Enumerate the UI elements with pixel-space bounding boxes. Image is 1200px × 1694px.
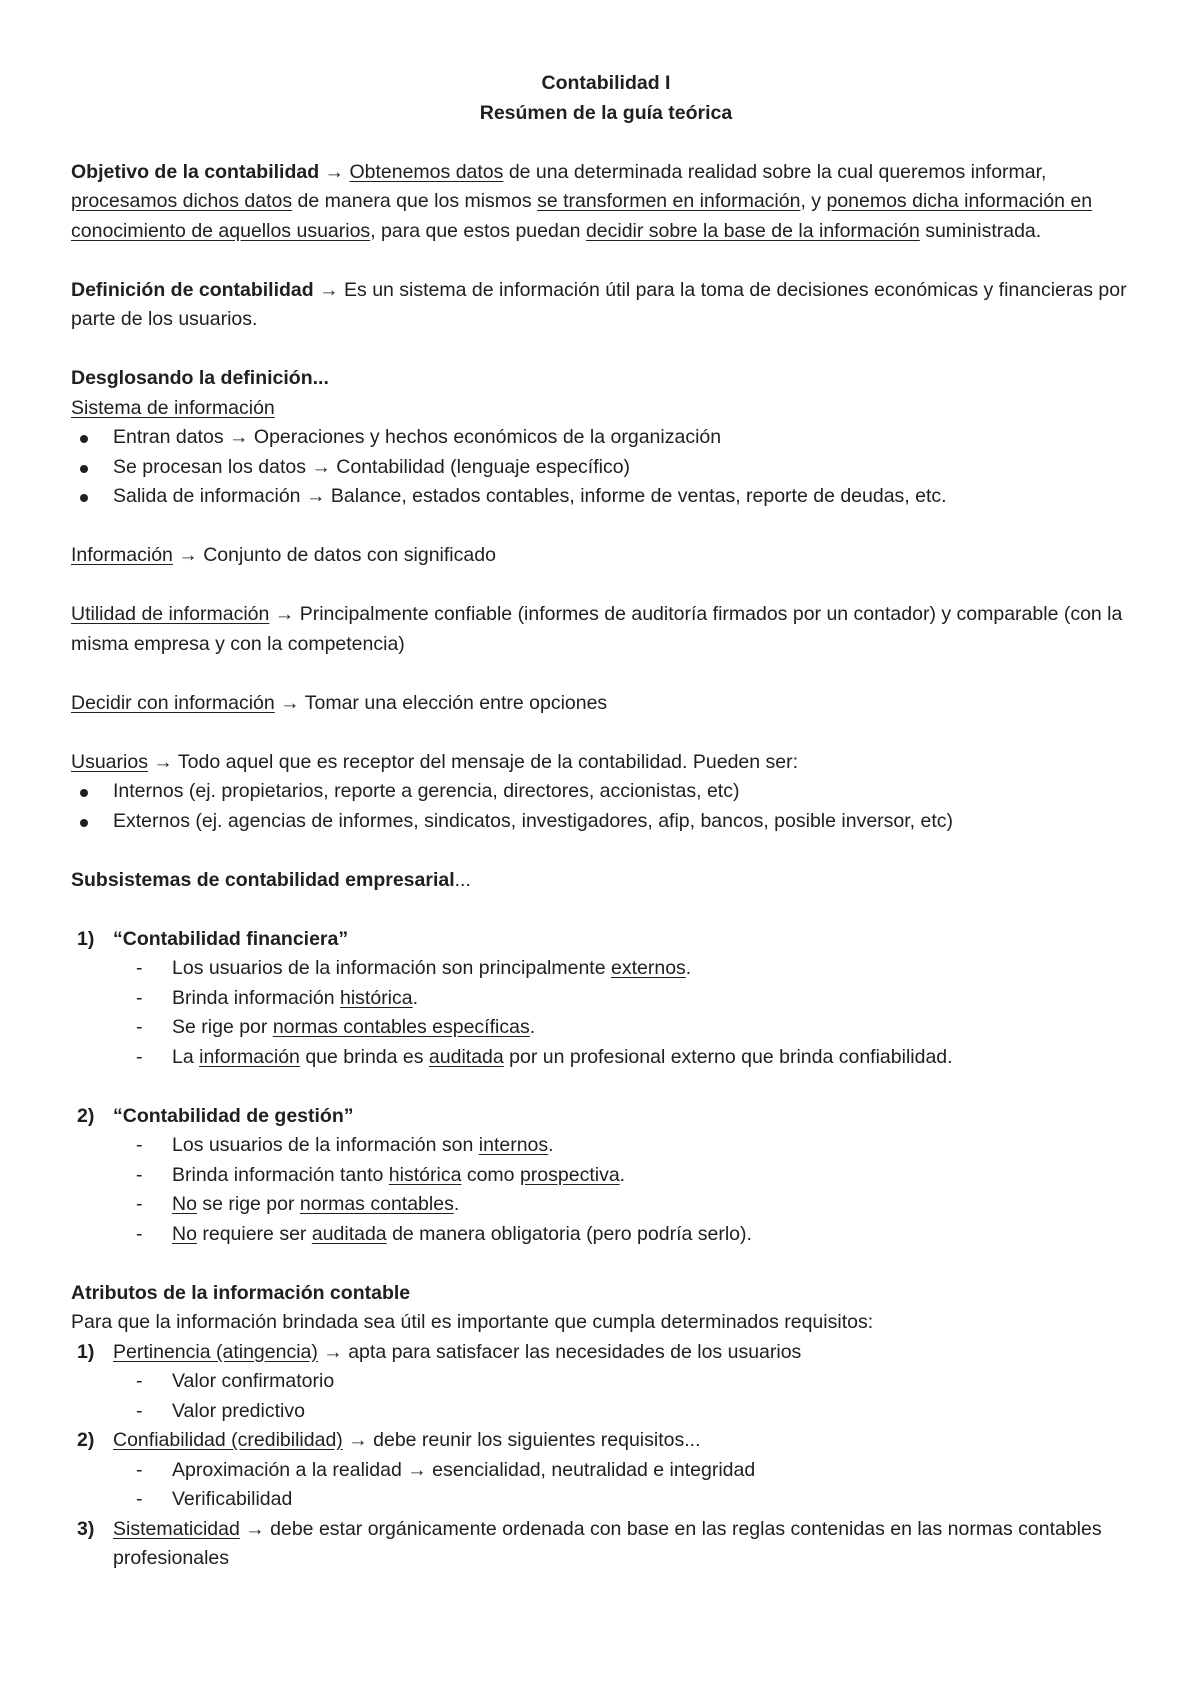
arrow: → — [319, 160, 350, 183]
list-item: Se procesan los datos → Contabilidad (lenguaje específico) — [71, 453, 1141, 483]
heading-text: “Contabilidad financiera” — [113, 927, 349, 950]
underline-text: Pertinencia (atingencia) — [113, 1340, 318, 1363]
list-number: 2) — [77, 1104, 95, 1127]
text: , para que estos puedan — [370, 219, 586, 242]
text: , y — [800, 190, 827, 212]
underline-text: Confiabilidad (credibilidad) — [113, 1429, 343, 1451]
underline-text: ponemos dicha información en conocimiento de aquellos usuarios — [71, 190, 1093, 242]
text: ... — [454, 868, 471, 891]
atributo-pertinencia — [71, 1338, 1141, 1368]
heading-text: Atributos de la información contable — [71, 1281, 411, 1304]
list-item: - Los usuarios de la información son principalmente externos. — [71, 954, 1141, 984]
usuarios-paragraph — [71, 748, 1141, 778]
list-number: 1) — [77, 1340, 95, 1363]
underline-text: Decidir con información — [71, 691, 275, 714]
gestion-list — [71, 1131, 1141, 1249]
utilidad-paragraph — [71, 600, 1141, 659]
underline-text: Sistema de información — [71, 396, 275, 419]
list-item: - Los usuarios de la información son internos. — [71, 1131, 1141, 1161]
underline-text: se transformen en información — [537, 190, 801, 212]
list-item: - Verificabilidad — [71, 1485, 1141, 1515]
atributo-sistematicidad — [71, 1515, 1141, 1574]
informacion-paragraph — [71, 541, 1141, 571]
heading-text: “Contabilidad de gestión” — [113, 1104, 354, 1127]
document-title: Contabilidad I — [541, 72, 671, 94]
list-item: - Valor confirmatorio — [71, 1367, 1141, 1397]
underline-text: Usuarios — [71, 750, 148, 773]
underline-text: procesamos dichos datos — [71, 190, 293, 212]
underline-text: Sistematicidad — [113, 1517, 240, 1540]
atributos-heading — [71, 1279, 1141, 1309]
text: → Conjunto de datos con significado — [172, 544, 496, 566]
atributo-confiabilidad — [71, 1426, 1141, 1456]
list-item: - Valor predictivo — [71, 1397, 1141, 1427]
text: → Principalmente confiable (informes de auditoría firmados por un contador) y comparable (con la misma empresa y con la competencia) — [71, 603, 1123, 655]
atributos-intro: Para que la información brindada sea útil es importante que cumpla determinados requisitos: — [71, 1311, 874, 1333]
objetivo-paragraph — [71, 158, 1141, 247]
text: de una determinada realidad sobre la cual queremos informar, — [503, 160, 1047, 183]
list-item: - Aproximación a la realidad → esencialidad, neutralidad e integridad — [71, 1456, 1141, 1486]
list-item: Entran datos → Operaciones y hechos económicos de la organización — [71, 423, 1141, 453]
subsistemas-heading — [71, 866, 1141, 896]
list-number: 1) — [77, 927, 95, 950]
decidir-paragraph — [71, 689, 1141, 719]
confiabilidad-list — [71, 1456, 1141, 1515]
objetivo-label: Objetivo de la contabilidad — [71, 160, 320, 183]
text: → Todo aquel que es receptor del mensaje de la contabilidad. Pueden ser: — [147, 750, 799, 773]
list-item: - Brinda información histórica. — [71, 984, 1141, 1014]
pertinencia-list — [71, 1367, 1141, 1426]
text: → Tomar una elección entre opciones — [274, 691, 608, 714]
list-item: Internos (ej. propietarios, reporte a gerencia, directores, accionistas, etc) — [71, 777, 1141, 807]
definicion-text: → Es un sistema de información útil para la toma de decisiones económicas y financieras por parte de los usuarios. — [71, 278, 1127, 330]
list-number: 3) — [77, 1517, 95, 1540]
desglosando-heading — [71, 364, 1141, 394]
underline-text: Obtenemos datos — [349, 160, 504, 183]
text: → debe estar orgánicamente ordenada con base en las reglas contenidas en las normas contables profesionales — [113, 1517, 1102, 1569]
list-item: - No se rige por normas contables. — [71, 1190, 1141, 1220]
list-item: - La información que brinda es auditada por un profesional externo que brinda confiabilidad. — [71, 1043, 1141, 1073]
text: → debe reunir los siguientes requisitos... — [342, 1429, 701, 1451]
text: suministrada. — [919, 219, 1042, 242]
text: de manera que los mismos — [292, 190, 538, 212]
contabilidad-financiera-heading — [71, 925, 1141, 955]
list-item: - No requiere ser auditada de manera obligatoria (pero podría serlo). — [71, 1220, 1141, 1250]
list-number: 2) — [77, 1429, 95, 1451]
heading-text: Desglosando la definición... — [71, 367, 329, 389]
document-content — [71, 69, 1141, 1574]
definicion-paragraph — [71, 276, 1141, 335]
list-item: - Se rige por normas contables específicas. — [71, 1013, 1141, 1043]
underline-text: decidir sobre la base de la información — [585, 219, 920, 242]
list-item: Salida de información → Balance, estados contables, informe de ventas, reporte de deudas, etc. — [71, 482, 1141, 512]
document-subtitle: Resúmen de la guía teórica — [479, 101, 733, 124]
sistema-label — [71, 394, 1141, 424]
usuarios-bullet-list — [71, 777, 1141, 836]
list-item: Externos (ej. agencias de informes, sindicatos, investigadores, afip, bancos, posible inversor, etc) — [71, 807, 1141, 837]
underline-text: Utilidad de información — [71, 603, 270, 625]
text: → apta para satisfacer las necesidades de los usuarios — [317, 1340, 802, 1363]
underline-text: Información — [71, 544, 173, 566]
financiera-list — [71, 954, 1141, 1072]
heading-text: Subsistemas de contabilidad empresarial — [71, 868, 455, 891]
contabilidad-gestion-heading — [71, 1102, 1141, 1132]
list-item: - Brinda información tanto histórica como prospectiva. — [71, 1161, 1141, 1191]
sistema-bullet-list — [71, 423, 1141, 512]
definicion-label: Definición de contabilidad — [71, 278, 314, 301]
